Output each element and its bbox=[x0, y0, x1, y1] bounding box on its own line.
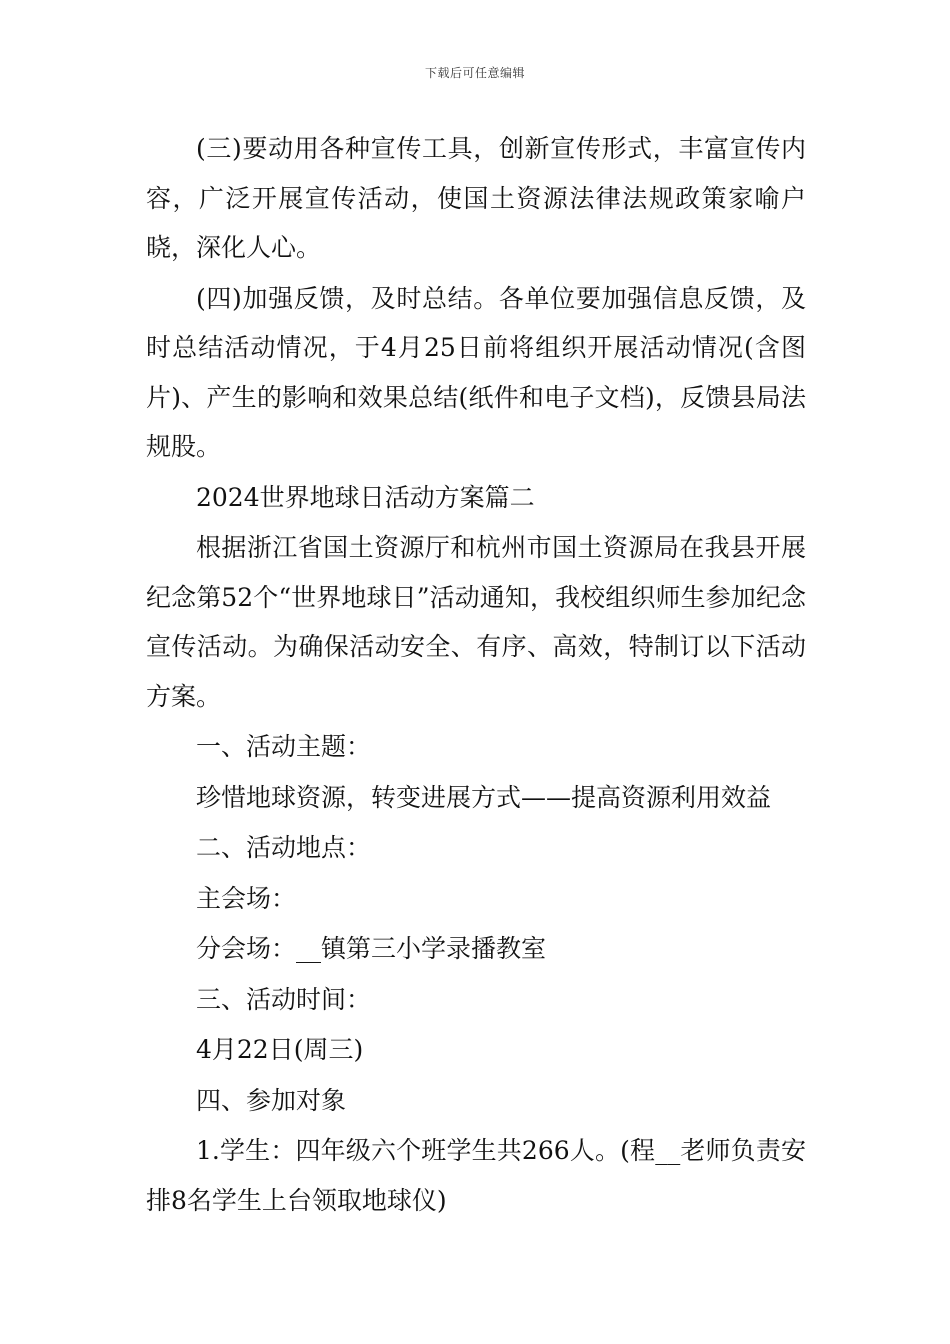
paragraph-3: 根据浙江省国土资源厅和杭州市国土资源局在我县开展纪念第52个“世界地球日”活动通知，我校组织师生参加纪念宣传活动。为确保活动安全、有序、高效，特制订以下活动方案。 bbox=[146, 533, 806, 711]
paragraph-2: (四)加强反馈，及时总结。各单位要加强信息反馈，及时总结活动情况，于4月25日前将组织开展活动情况(含图片)、产生的影响和效果总结(纸件和电子文档)，反馈县局法规股。 bbox=[146, 283, 806, 461]
event-date: 4月22日(周三) bbox=[196, 1035, 364, 1064]
document-body bbox=[146, 124, 806, 1226]
sub-venue: 分会场：__镇第三小学录播教室 bbox=[196, 934, 547, 963]
participants-students: 1.学生：四年级六个班学生共266人。(程__老师负责安排8名学生上台领取地球仪) bbox=[146, 1136, 806, 1215]
paragraph-1: (三)要动用各种宣传工具，创新宣传形式，丰富宣传内容，广泛开展宣传活动，使国土资源法律法规政策家喻户晓，深化人心。 bbox=[146, 134, 806, 262]
page-header: 下载后可任意编辑 bbox=[424, 66, 525, 80]
main-venue: 主会场： bbox=[196, 883, 297, 913]
heading-participants: 四、参加对象 bbox=[196, 1085, 347, 1115]
theme-text: 珍惜地球资源，转变进展方式——提高资源利用效益 bbox=[196, 782, 772, 812]
section-heading: 2024世界地球日活动方案篇二 bbox=[196, 482, 535, 512]
heading-theme: 一、活动主题： bbox=[196, 732, 372, 761]
heading-time: 三、活动时间： bbox=[196, 984, 372, 1014]
heading-location: 二、活动地点： bbox=[196, 833, 372, 862]
